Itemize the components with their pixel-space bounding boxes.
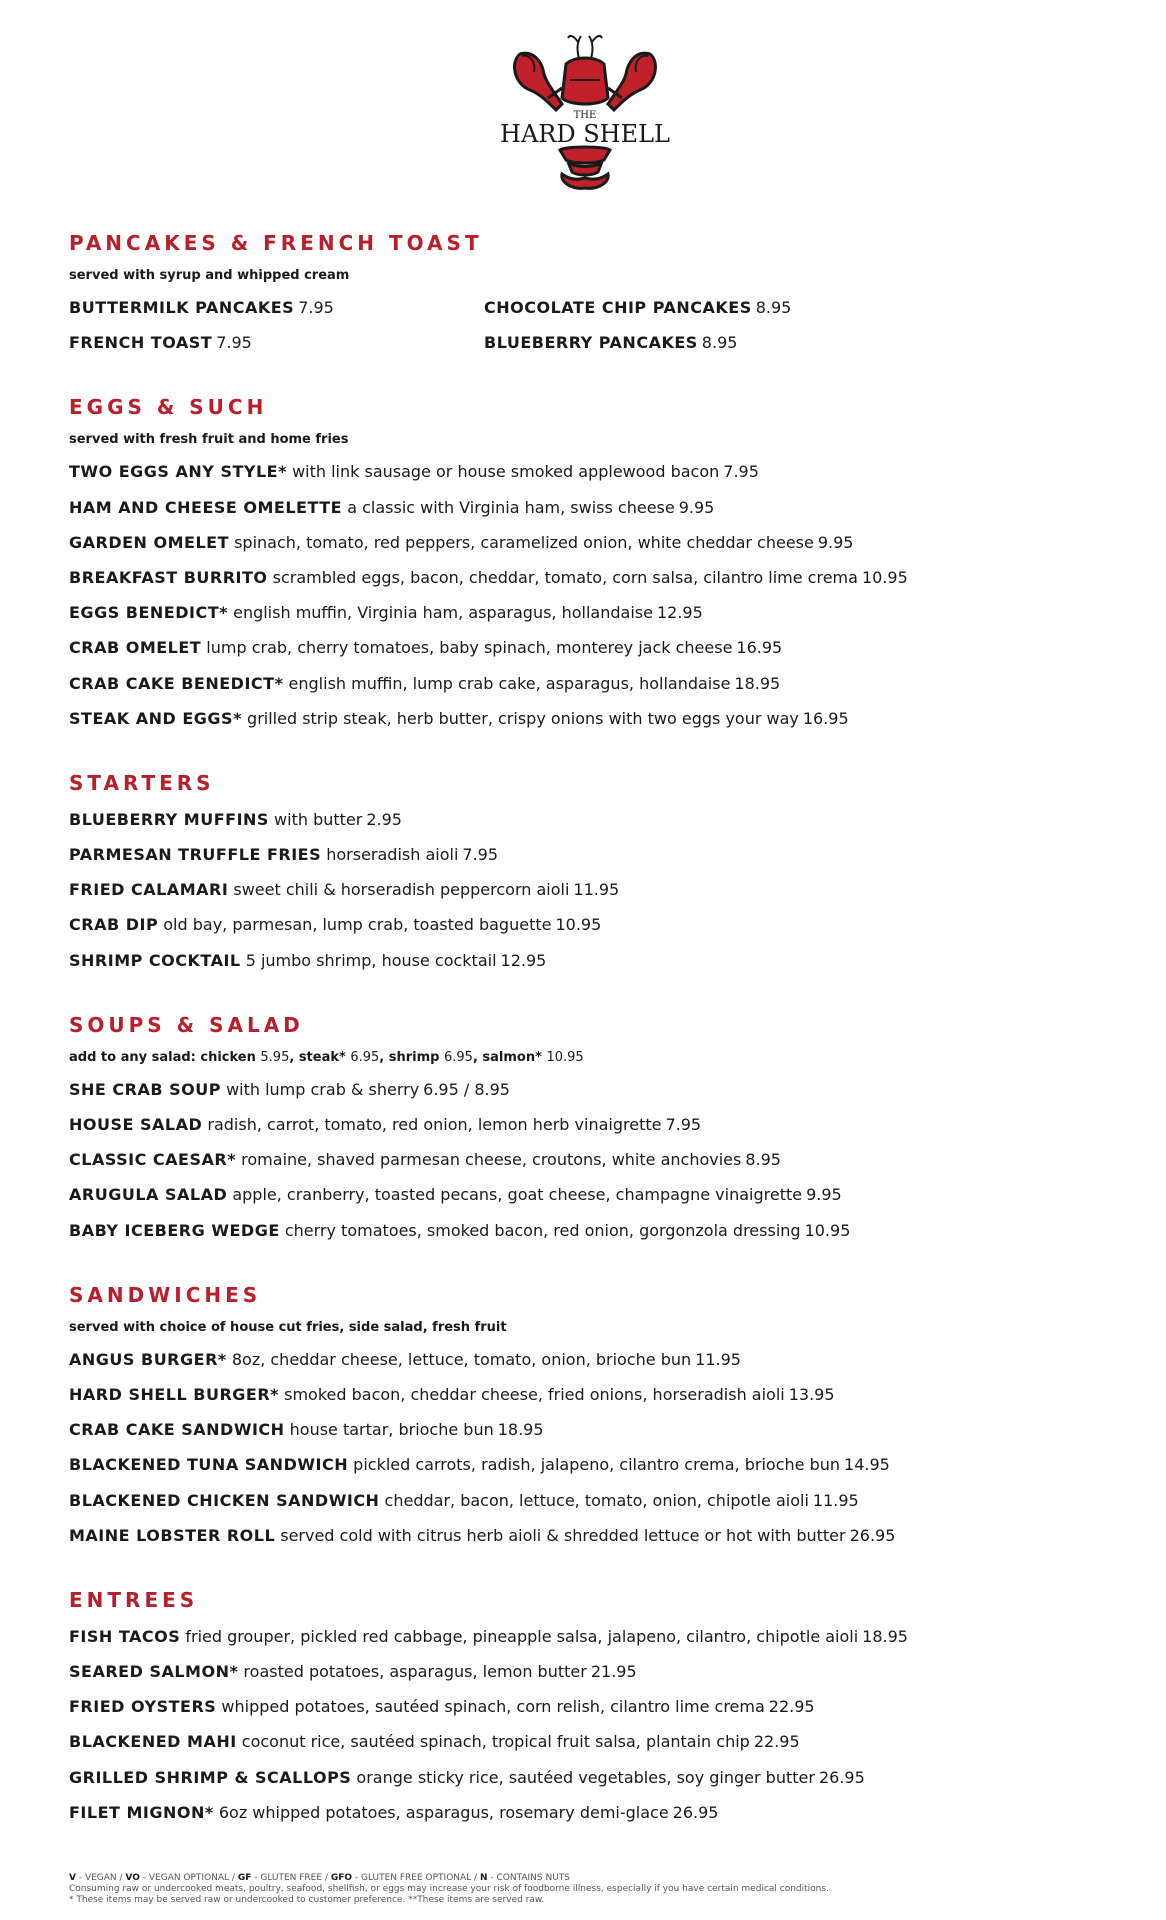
menu-section xyxy=(69,1010,1109,1248)
menu-item-price: 10.95 xyxy=(861,567,908,587)
menu-item-name: ARUGULA SALAD xyxy=(69,1185,228,1205)
menu-item xyxy=(69,1689,1109,1724)
menu-item xyxy=(69,1177,1109,1212)
menu-item-name: BLUEBERRY PANCAKES xyxy=(484,333,698,353)
menu-item xyxy=(69,490,1109,525)
menu-item xyxy=(69,1142,1109,1177)
menu-item-description: horseradish aioli xyxy=(326,845,459,865)
section-title: STARTERS xyxy=(69,770,215,795)
legend-label: - CONTAINS NUTS xyxy=(487,1873,571,1883)
menu-item-price: 14.95 xyxy=(844,1455,890,1475)
menu-item-description: a classic with Virginia ham, swiss cheese xyxy=(347,497,675,517)
subtitle-part: 10.95 xyxy=(546,1049,584,1065)
subtitle-part: 6.95 xyxy=(444,1049,473,1065)
menu-item-price: 9.95 xyxy=(806,1185,842,1205)
menu-item-price: 10.95 xyxy=(804,1220,851,1240)
menu-item-name: HOUSE SALAD xyxy=(69,1115,203,1134)
menu-item-price: 11.95 xyxy=(812,1490,859,1510)
menu-item-price: 7.95 xyxy=(723,462,759,482)
menu-item-price: 22.95 xyxy=(768,1697,815,1717)
menu-item-description: grilled strip steak, herb butter, crispy onions with two eggs your way xyxy=(247,708,799,728)
menu-item-name: HARD SHELL BURGER* xyxy=(69,1384,280,1404)
menu-item-name: FILET MIGNON* xyxy=(69,1802,214,1822)
menu-item-name: MAINE LOBSTER ROLL xyxy=(69,1525,276,1545)
menu-item xyxy=(69,560,1109,595)
menu-item-price: 16.95 xyxy=(802,708,849,728)
menu-item-price: 2.95 xyxy=(366,809,402,829)
menu-item-description: 8oz, cheddar cheese, lettuce, tomato, onion, brioche bun xyxy=(231,1349,692,1369)
section-title: ENTREES xyxy=(69,1587,199,1612)
menu-item-name: CRAB DIP xyxy=(69,915,159,935)
legend-label: - VEGAN OPTIONAL / xyxy=(139,1873,238,1883)
menu-section xyxy=(69,228,1109,360)
menu-item xyxy=(69,1654,1109,1689)
section-subtitle: served with choice of house cut fries, side salad, fresh fruit xyxy=(69,1319,507,1335)
menu-item xyxy=(69,1377,1109,1412)
menu-item xyxy=(69,1518,1109,1553)
menu-item-price: 8.95 xyxy=(755,298,792,317)
menu-item xyxy=(69,701,1109,736)
menu-item-description: pickled carrots, radish, jalapeno, cilantro crema, brioche bun xyxy=(353,1455,841,1475)
menu-item-list xyxy=(69,1342,1109,1553)
menu-item-name: TWO EGGS ANY STYLE* xyxy=(69,462,287,482)
menu-item-name: STEAK AND EGGS* xyxy=(69,708,242,728)
menu-item-description: fried grouper, pickled red cabbage, pineapple salsa, jalapeno, cilantro, chipotle aioli xyxy=(185,1626,859,1646)
menu-item-name: GARDEN OMELET xyxy=(69,532,229,552)
menu-item-description: orange sticky rice, sautéed vegetables, soy ginger butter xyxy=(356,1767,815,1787)
menu-item-name: CRAB CAKE BENEDICT* xyxy=(69,673,284,693)
menu-item-description: with link sausage or house smoked applewood bacon xyxy=(292,462,720,482)
menu-item xyxy=(69,666,1109,701)
menu-section xyxy=(69,1585,1109,1830)
menu-item xyxy=(484,325,899,360)
menu-item-list xyxy=(69,802,1109,978)
legend-label: - VEGAN / xyxy=(75,1873,126,1883)
menu-item-description: english muffin, lump crab cake, asparagus, hollandaise xyxy=(288,673,731,693)
menu-item-list xyxy=(69,290,929,360)
menu-item xyxy=(69,525,1109,560)
logo-top-text: THE xyxy=(573,110,597,121)
menu-item xyxy=(69,837,1109,872)
menu-item-name: FRIED CALAMARI xyxy=(69,880,229,900)
legend-code: GF xyxy=(237,1873,252,1883)
menu-item-price: 12.95 xyxy=(500,950,547,970)
menu-item-description: with butter xyxy=(274,809,363,829)
menu-item-description: old bay, parmesan, lump crab, toasted baguette xyxy=(163,915,552,935)
menu-item-price: 9.95 xyxy=(817,532,854,552)
menu-footer xyxy=(69,1873,1129,1906)
menu-item-name: SHE CRAB SOUP xyxy=(69,1079,221,1099)
menu-item-name: BLACKENED MAHI xyxy=(69,1732,237,1752)
menu-item-description: romaine, shaved parmesan cheese, croutons, white anchovies xyxy=(241,1150,742,1170)
menu-item-price: 7.95 xyxy=(298,298,334,317)
menu-content xyxy=(69,228,1109,1862)
foodborne-warning: Consuming raw or undercooked meats, poultry, seafood, shellfish, or eggs may increase your risk of foodborne illness, especially if you have certain medical conditions. xyxy=(69,1884,829,1894)
menu-item xyxy=(69,454,1109,489)
menu-item-description: 6oz whipped potatoes, asparagus, rosemary demi-glace xyxy=(218,1802,669,1822)
menu-item xyxy=(69,1412,1109,1447)
menu-item-price: 13.95 xyxy=(788,1384,835,1404)
section-title: EGGS & SUCH xyxy=(69,395,268,420)
menu-item-name: BUTTERMILK PANCAKES xyxy=(69,298,295,317)
menu-item xyxy=(69,290,484,325)
section-subtitle: served with syrup and whipped cream xyxy=(69,268,350,283)
subtitle-part: , salmon* xyxy=(472,1049,547,1065)
menu-item-price: 18.95 xyxy=(497,1420,544,1440)
menu-item xyxy=(69,630,1109,665)
menu-item-price: 26.95 xyxy=(849,1525,896,1545)
menu-item-price: 26.95 xyxy=(672,1802,719,1822)
menu-item-name: CRAB CAKE SANDWICH xyxy=(69,1420,285,1440)
menu-item xyxy=(69,1107,1109,1142)
hard-shell-logo xyxy=(500,32,670,194)
menu-item-price: 8.95 xyxy=(745,1150,781,1170)
menu-item-description: roasted potatoes, asparagus, lemon butter xyxy=(243,1662,587,1682)
menu-item-price: 11.95 xyxy=(695,1349,741,1369)
subtitle-part: 5.95 xyxy=(260,1049,290,1065)
menu-item-name: EGGS BENEDICT* xyxy=(69,603,228,623)
legend-label: - GLUTEN FREE OPTIONAL / xyxy=(352,1873,480,1883)
section-subtitle: served with fresh fruit and home fries xyxy=(69,432,349,448)
menu-item-description: house tartar, brioche bun xyxy=(289,1420,494,1440)
section-subtitle xyxy=(69,1048,1109,1068)
subtitle-part: 6.95 xyxy=(350,1049,380,1065)
menu-item xyxy=(69,802,1109,837)
menu-item-description: sweet chili & horseradish peppercorn aioli xyxy=(233,880,570,900)
subtitle-part: , shrimp xyxy=(379,1049,444,1065)
menu-item-price: 6.95 / 8.95 xyxy=(423,1079,510,1099)
menu-item-name: GRILLED SHRIMP & SCALLOPS xyxy=(69,1767,352,1787)
menu-item xyxy=(69,1724,1109,1759)
menu-item-price: 7.95 xyxy=(462,845,499,865)
menu-item-name: HAM AND CHEESE OMELETTE xyxy=(69,497,343,517)
menu-section xyxy=(69,768,1109,978)
menu-item-name: FRIED OYSTERS xyxy=(69,1697,217,1717)
menu-item-description: served cold with citrus herb aioli & shredded lettuce or hot with butter xyxy=(280,1525,846,1545)
menu-item-description: english muffin, Virginia ham, asparagus, hollandaise xyxy=(233,603,653,623)
menu-item-price: 16.95 xyxy=(736,638,783,658)
menu-item xyxy=(69,1795,1109,1830)
menu-item-name: BLACKENED TUNA SANDWICH xyxy=(69,1455,349,1475)
section-title: SANDWICHES xyxy=(69,1282,262,1307)
menu-item-price: 21.95 xyxy=(590,1662,637,1682)
menu-item xyxy=(69,1447,1109,1482)
menu-item-description: lump crab, cherry tomatoes, baby spinach, monterey jack cheese xyxy=(206,638,733,658)
menu-item xyxy=(69,325,484,360)
menu-item-price: 18.95 xyxy=(862,1626,908,1646)
menu-item-name: SHRIMP COCKTAIL xyxy=(69,950,241,970)
menu-item-price: 18.95 xyxy=(734,673,781,693)
menu-item-price: 22.95 xyxy=(753,1732,800,1752)
menu-item-name: BABY ICEBERG WEDGE xyxy=(69,1220,280,1240)
menu-item xyxy=(69,1760,1109,1795)
menu-item-list xyxy=(69,454,1109,736)
menu-item-price: 9.95 xyxy=(678,497,715,517)
menu-item-description: coconut rice, sautéed spinach, tropical fruit salsa, plantain chip xyxy=(241,1732,750,1752)
menu-item xyxy=(69,1213,1109,1248)
section-title: PANCAKES & FRENCH TOAST xyxy=(69,231,483,255)
menu-item-description: with lump crab & sherry xyxy=(226,1079,420,1099)
menu-item-description: 5 jumbo shrimp, house cocktail xyxy=(245,950,497,970)
menu-item-name: FISH TACOS xyxy=(69,1626,181,1646)
menu-item-name: BREAKFAST BURRITO xyxy=(69,567,268,587)
menu-item-name: CRAB OMELET xyxy=(69,638,202,658)
menu-section xyxy=(69,1280,1109,1553)
menu-item-description: radish, carrot, tomato, red onion, lemon herb vinaigrette xyxy=(207,1115,662,1134)
menu-item-price: 11.95 xyxy=(573,880,620,900)
menu-item-description: spinach, tomato, red peppers, caramelized onion, white cheddar cheese xyxy=(234,532,814,552)
menu-item-name: PARMESAN TRUFFLE FRIES xyxy=(69,845,322,865)
menu-item-list xyxy=(69,1072,1109,1248)
menu-item xyxy=(69,1619,1109,1654)
legend-code: VO xyxy=(125,1873,140,1883)
menu-item-name: BLUEBERRY MUFFINS xyxy=(69,809,269,829)
menu-item-price: 7.95 xyxy=(216,333,252,353)
menu-item-description: whipped potatoes, sautéed spinach, corn relish, cilantro lime crema xyxy=(221,1697,765,1717)
menu-item xyxy=(69,872,1109,907)
menu-item-name: CLASSIC CAESAR* xyxy=(69,1150,237,1170)
legend-code: N xyxy=(479,1873,488,1883)
menu-item xyxy=(69,1072,1109,1107)
menu-item-description: apple, cranberry, toasted pecans, goat cheese, champagne vinaigrette xyxy=(232,1185,803,1205)
menu-item xyxy=(484,290,899,325)
logo-main-text: HARD SHELL xyxy=(500,120,670,148)
section-title: SOUPS & SALAD xyxy=(69,1012,304,1037)
menu-item-price: 12.95 xyxy=(656,603,703,623)
lobster-logo-icon xyxy=(500,32,670,194)
menu-item-name: FRENCH TOAST xyxy=(69,333,213,353)
menu-item-name: BLACKENED CHICKEN SANDWICH xyxy=(69,1490,380,1510)
menu-item-description: scrambled eggs, bacon, cheddar, tomato, corn salsa, cilantro lime crema xyxy=(272,567,858,587)
menu-item-description: cheddar, bacon, lettuce, tomato, onion, chipotle aioli xyxy=(384,1490,809,1510)
raw-items-note: * These items may be served raw or undercooked to customer preference. **These items are served raw. xyxy=(69,1895,545,1905)
menu-section xyxy=(69,392,1109,736)
menu-item-price: 10.95 xyxy=(555,915,602,935)
legend-code: V xyxy=(69,1873,76,1883)
menu-item-description: smoked bacon, cheddar cheese, fried onions, horseradish aioli xyxy=(284,1384,785,1404)
menu-item-price: 7.95 xyxy=(665,1115,702,1134)
legend-label: - GLUTEN FREE / xyxy=(251,1873,331,1883)
menu-item-price: 8.95 xyxy=(701,333,738,353)
legend-code: GFO xyxy=(330,1873,352,1883)
menu-item-description: cherry tomatoes, smoked bacon, red onion, gorgonzola dressing xyxy=(284,1220,801,1240)
menu-item-name: SEARED SALMON* xyxy=(69,1662,239,1682)
menu-item xyxy=(69,1483,1109,1518)
menu-item-list xyxy=(69,1619,1109,1830)
menu-item-name: ANGUS BURGER* xyxy=(69,1349,227,1369)
menu-item xyxy=(69,907,1109,942)
subtitle-part: , steak* xyxy=(289,1049,351,1065)
menu-item xyxy=(69,595,1109,630)
menu-item xyxy=(69,943,1109,978)
menu-item xyxy=(69,1342,1109,1377)
menu-item-name: CHOCOLATE CHIP PANCAKES xyxy=(484,298,752,317)
dietary-legend xyxy=(69,1873,1129,1884)
subtitle-part: add to any salad: chicken xyxy=(69,1049,261,1065)
menu-item-price: 26.95 xyxy=(818,1767,865,1787)
